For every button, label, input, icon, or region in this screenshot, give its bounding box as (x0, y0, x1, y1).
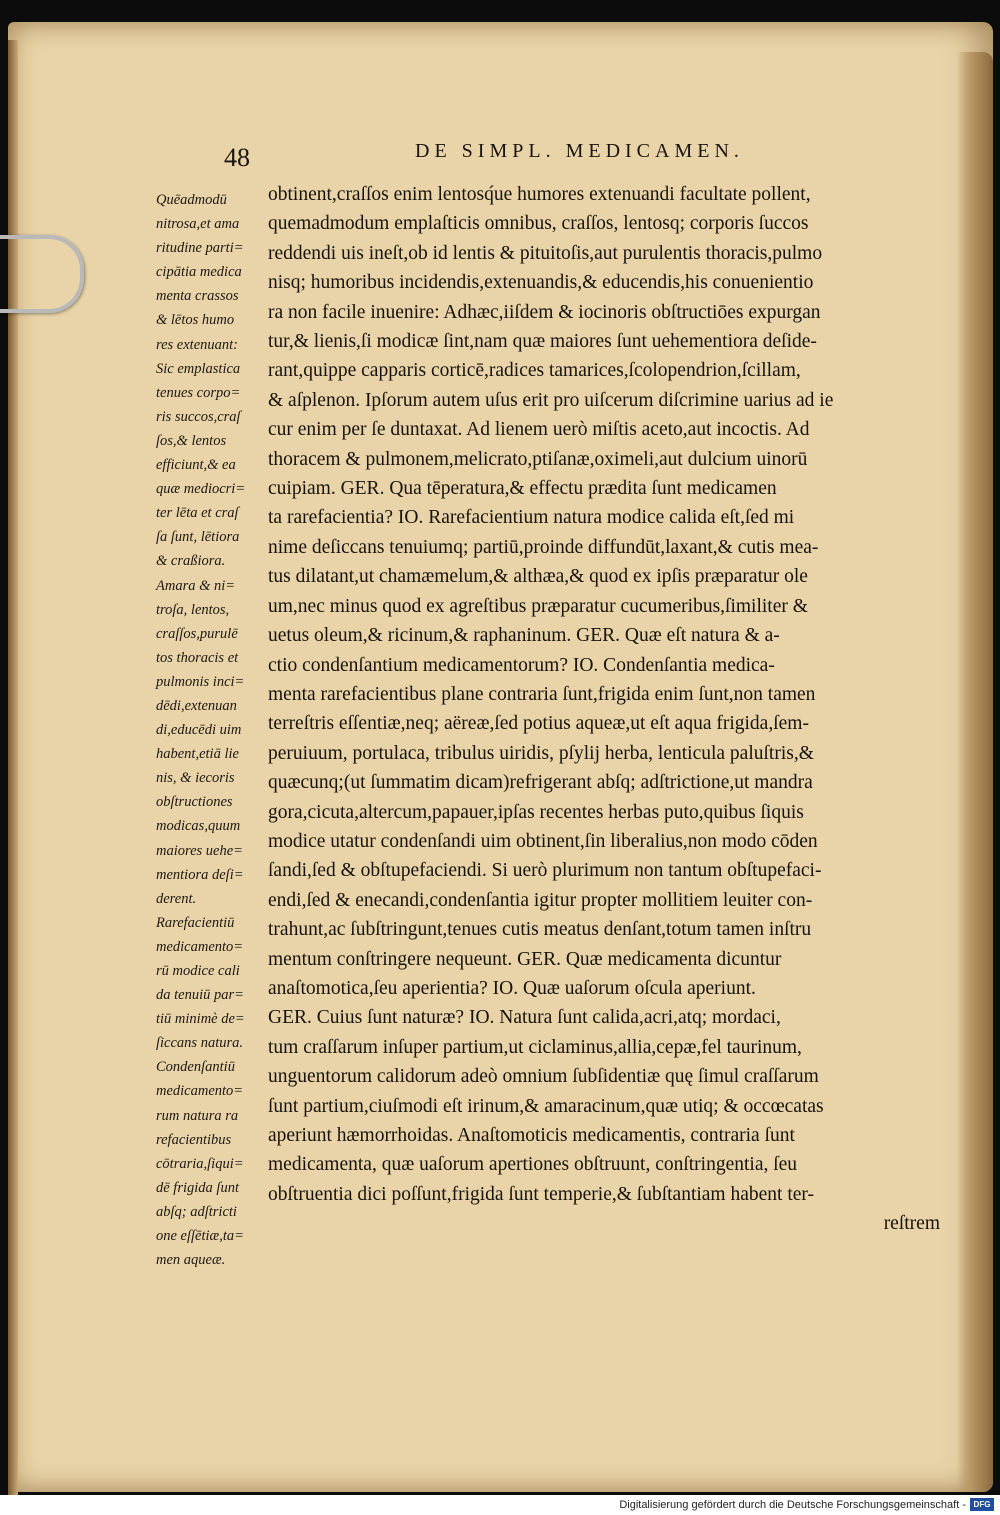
margin-note-line: ris succos,craſ (156, 408, 241, 425)
margin-note-line: ritudine parti= (156, 240, 244, 257)
text-line: ra non facile inuenire: Adhæc,iiſdem & iocinoris obſtructiōes expurgan (268, 301, 821, 323)
text-line: trahunt,ac ſubſtringunt,tenues cutis meatus denſant,totum tamen inſtru (268, 919, 812, 941)
margin-note-line: one eſſētiæ,ta= (156, 1228, 244, 1245)
margin-note-line: rum natura ra (156, 1107, 239, 1124)
text-line: medicamenta, quæ uaſorum apertiones obſtruunt, conſtringentia, ſeu (268, 1154, 798, 1176)
margin-note-line: derent. (156, 890, 197, 907)
text-line: obſtruentia dici poſſunt,frigida ſunt temperie,& ſubſtantiam habent ter- (268, 1183, 814, 1205)
text-line: tum craſſarum inſuper partium,ut ciclaminus,allia,cepæ,fel taurinum, (268, 1036, 802, 1058)
running-head: DE SIMPL. MEDICAMEN. (415, 140, 744, 162)
page-number: 48 (224, 143, 250, 172)
margin-note-line: Amara & ni= (156, 577, 236, 594)
catchword: reſtrem (883, 1213, 940, 1235)
text-line: thoracem & pulmonem,melicrato,ptiſanæ,oximeli,aut dulcium uinorū (268, 448, 808, 470)
text-line: aperiunt hæmorrhoidas. Anaſtomoticis medicamentis, contraria ſunt (268, 1125, 795, 1146)
text-line: nisq; humoribus incidendis,extenuandis,& educendis,his conuenientio (268, 272, 814, 294)
text-line: cur enim per ſe duntaxat. Ad lienem uerò miſtis aceto,aut incoctis. Ad (268, 419, 810, 441)
margin-note-line: menta crassos (156, 288, 239, 305)
footer-bar (0, 1495, 1000, 1515)
dfg-logo-icon: DFG (970, 1498, 994, 1511)
text-line: ctio condenſantium medicamentorum? IO. Condenſantia medica- (268, 654, 775, 676)
text-line: menta rarefacientibus plane contraria ſunt,frigida enim ſunt,non tamen (268, 683, 816, 705)
margin-note-line: maiores uehe= (156, 842, 243, 859)
text-line: nime deſiccans tenuiumq; partiū,proinde diffundūt,laxant,& cutis mea- (268, 536, 819, 558)
margin-note-line: pulmonis inci= (156, 673, 245, 690)
text-line: modice utatur condenſandi uim obtinent,ſin liberalius,non modo cōden (268, 830, 818, 852)
margin-note-line: ter lēta et craſ (156, 505, 239, 522)
margin-note-line: tiū minimè de= (156, 1011, 245, 1028)
text-line: GER. Cuius ſunt naturæ? IO. Natura ſunt calida,acri,atq; mordaci, (268, 1007, 781, 1029)
margin-note-line: mentiora deſi= (156, 866, 244, 883)
margin-note-line: habent,etiā lie (156, 746, 239, 763)
text-line: reddendi uis ineſt,ob id lentis & pituitoſis,aut purulentis thoracis,pulmo (268, 242, 823, 264)
text-line: gora,cicuta,altercum,papauer,ipſas recentes herbas puto,quibus ſiquis (268, 801, 804, 823)
text-line: anaſtomotica,ſeu aperientia? IO. Quæ uaſorum oſcula aperiunt. (268, 977, 756, 999)
margin-note-line: ſos,& lentos (156, 432, 227, 449)
text-line: mentum conſtringere nequeunt. GER. Quæ medicamenta dicuntur (268, 948, 782, 970)
margin-note-line: dēdi,extenuan (156, 697, 237, 714)
margin-note-line: & craßiora. (156, 553, 226, 570)
page-fore-edge (957, 52, 993, 1492)
margin-note-line: craſſos,purulē (156, 625, 238, 642)
margin-note-line: dē frigida ſunt (156, 1179, 239, 1196)
margin-note-line: medicamento= (156, 1083, 244, 1100)
text-line: terreſtris eſſentiæ,neq; aëreæ,ſed potius aqueæ,ut eſt aqua frigida,ſem- (268, 713, 809, 735)
margin-note-line: modicas,quum (156, 818, 241, 835)
text-line: unguentorum calidorum adeò omnium ſubſidentiæ quę ſimul craſſarum (268, 1066, 819, 1088)
margin-note-line: troſa, lentos, (156, 601, 230, 618)
margin-note-line: nis, & iecoris (156, 770, 235, 787)
text-line: um,nec minus quod ex agreſtibus præparatur cucumeribus,ſimiliter & (268, 595, 808, 617)
text-line: & aſplenon. Ipſorum autem uſus erit pro uiſcerum diſcrimine uarius ad ie (268, 389, 834, 411)
text-line: rant,quippe capparis corticē,radices tamarices,ſcolopendrion,ſcillam, (268, 360, 801, 382)
margin-note-line: obſtructiones (156, 794, 233, 811)
margin-note-line: Sic emplastica (156, 360, 241, 377)
margin-note-line: Quēadmodū (156, 192, 227, 208)
text-line: cuipiam. GER. Qua tēperatura,& effectu prædita ſunt medicamen (268, 478, 777, 500)
text-line: obtinent,craſſos enim lentosq́ue humores extenuandi facultate pollent, (268, 184, 811, 205)
margin-note-line: men aqueæ. (156, 1252, 226, 1269)
text-line: ta rarefacientia? IO. Rarefacientium natura modice calida eſt,ſed mi (268, 507, 795, 529)
text-line: tus dilatant,ut chamæmelum,& althæa,& quod ex ipſis præparatur ole (268, 566, 808, 588)
text-line: peruiuum, portulaca, tribulus uiridis, pſylij herba, lenticula paluſtris,& (268, 742, 814, 764)
margin-note-line: da tenuiū par= (156, 987, 244, 1004)
main-text-block (268, 180, 948, 1239)
margin-note-line: medicamento= (156, 938, 244, 955)
text-line: quæcunq;(ut ſummatim dicam)refrigerant abſq; adſtrictione,ut mandra (268, 772, 813, 794)
text-line: quemadmodum emplaſticis omnibus, craſſos, lentosq; corporis ſuccos (268, 213, 809, 235)
margin-note-line: di,educēdi uim (156, 722, 242, 739)
margin-note-line: cipātia medica (156, 264, 242, 281)
margin-note-line: tenues corpo= (156, 384, 241, 401)
paper-clip-icon (0, 235, 84, 313)
margin-note-line: refacientibus (156, 1131, 232, 1148)
margin-note-line: cōtraria,ſiqui= (156, 1155, 244, 1172)
margin-note-line: tos thoracis et (156, 649, 239, 666)
margin-note-line: Condenſantiū (156, 1059, 235, 1076)
text-line: ſandi,ſed & obſtupefaciendi. Si uerò plurimum non tantum obſtupefaci- (268, 860, 822, 882)
text-line: tur,& lienis,ſi modicæ ſint,nam quæ maiores ſunt uehementiora deſide- (268, 331, 817, 353)
text-line: endi,ſed & enecandi,condenſantia igitur propter mollitiem leuiter con- (268, 889, 813, 911)
margin-note-line: rū modice cali (156, 963, 240, 979)
margin-note-line: Rarefacientiū (156, 914, 235, 931)
margin-note-line: & lētos humo (156, 312, 235, 329)
funding-credit: Digitalisierung gefördert durch die Deutsche Forschungsgemeinschaft - (619, 1499, 966, 1511)
margin-note-line: nitrosa,et ama (156, 216, 240, 233)
margin-note-line: efficiunt,& ea (156, 457, 236, 474)
margin-notes (156, 188, 266, 1272)
margin-note-line: quæ mediocri= (156, 481, 246, 498)
margin-note-line: res extenuant: (156, 336, 239, 353)
margin-note-line: ſa ſunt, lētiora (156, 529, 240, 546)
text-line: uetus oleum,& ricinum,& raphaninum. GER. Quæ eſt natura & a- (268, 625, 780, 647)
margin-note-line: abſq; adſtricti (156, 1203, 237, 1220)
margin-note-line: ſiccans natura. (156, 1035, 243, 1052)
text-line: ſunt partium,ciuſmodi eſt irinum,& amaracinum,quæ utiq; & occœcatas (268, 1095, 824, 1117)
